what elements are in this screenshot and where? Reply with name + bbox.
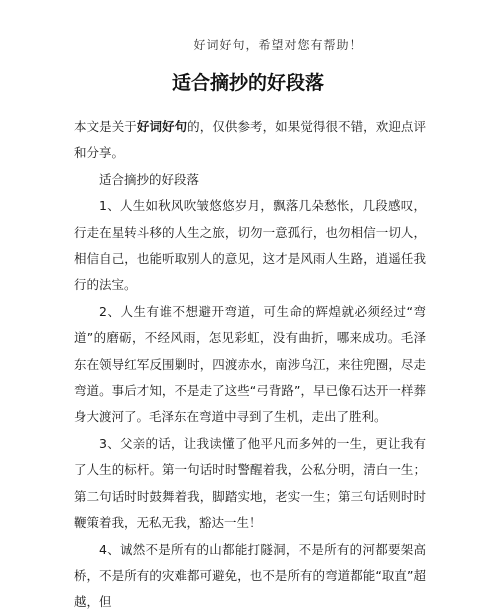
intro-suffix: 的，仅供参考，如果觉得很不错，欢迎点评和分享。 <box>74 119 426 161</box>
document-body <box>74 114 426 616</box>
paragraph-1: 1、人生如秋风吹皱悠悠岁月，飘落几朵愁怅，几段感叹，行走在星转斗移的人生之旅，切勿一意孤行，也勿相信一切人，相信自己，也能听取别人的意见，这才是风雨人生路，逍遥任我行的法宝。 <box>74 198 426 293</box>
intro-paragraph <box>74 114 426 167</box>
paragraph-3: 3、父亲的话，让我读懂了他平凡而多舛的一生，更让我有了人生的标杆。第一句话时时警醒着我，公私分明，清白一生；第二句话时时鼓舞着我，脚踏实地，老实一生；第三句话则时时鞭策着我，无私无我，豁达一生！ <box>74 435 426 531</box>
header-note: 好词好句，希望对您有帮助！ <box>193 38 363 52</box>
intro-prefix: 本文是关于 <box>74 119 137 134</box>
paragraph-4: 4、诚然不是所有的山都能打隧洞，不是所有的河都要架高桥，不是所有的灾难都可避免，也不是所有的弯道都能“取直”超越，但 <box>74 541 426 610</box>
paragraph-2: 2、人生有谁不想避开弯道，可生命的辉煌就必须经过“弯道”的磨砺，不经风雨，怎见彩虹，没有曲折，哪来成功。毛泽东在领导红军反围剿时，四渡赤水，南涉乌江，来往兜圈，尽走弯道。事后才知，不是走了这些“弓背路”，早已像石达开一样葬身大渡河了。毛泽东在弯道中寻到了生机，走出了胜利。 <box>74 303 426 425</box>
page-title: 适合摘抄的好段落 <box>171 72 324 94</box>
subheading: 适合摘抄的好段落 <box>99 171 200 187</box>
intro-keyword-link[interactable]: 好词好句 <box>136 119 188 134</box>
